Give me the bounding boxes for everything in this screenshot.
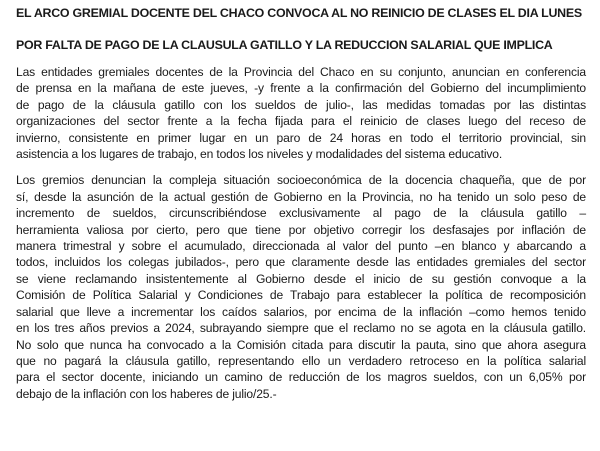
paragraph-line: asistencia a los lugares de trabajo, en todos los niveles y modalidades del sistema educativo. xyxy=(16,147,503,162)
paragraph-line: Los gremios denuncian la compleja situación socioeconómica de la docencia chaqueña, que de por xyxy=(16,173,586,188)
paragraph-line: de prensa en la mañana de este jueves, -y frente a la confirmación del Gobierno del incumplimiento xyxy=(16,81,586,96)
paragraph-line: para el sector docente, iniciando un camino de reducción de los magros sueldos, con un 6,05% por xyxy=(16,370,586,385)
paragraph-line: que no pagará la cláusula gatillo, representando ello un verdadero retroceso en la política salarial xyxy=(16,353,586,368)
document-title-line-1: EL ARCO GREMIAL DOCENTE DEL CHACO CONVOCA AL NO REINICIO DE CLASES EL DIA LUNES xyxy=(16,6,582,20)
paragraph-line: sí, desde la asunción de la actual gestión de Gobierno en la Provincia, no ha tenido un solo peso de xyxy=(16,189,586,204)
paragraph-line: se viene reclamando insistentemente al Gobierno desde el inicio de su gestión convoque a la xyxy=(16,271,586,286)
paragraph-complaint xyxy=(16,172,586,402)
paragraph-line: herramienta valiosa por cierto, pero que tiene por objetivo corregir los desfasajes por inflación de xyxy=(16,222,586,237)
paragraph-line: salarial que lleve a incrementar los caídos salarios, por encima de la inflación –como hemos tenido xyxy=(16,304,586,319)
paragraph-line: de pago de la cláusula gatillo con los sueldos de julio-, las medidas tomadas por las distintas xyxy=(16,97,586,112)
paragraph-announcement xyxy=(16,64,586,162)
paragraph-line: todos, incluidos los colegas jubilados-, pero que claramente desde las entidades gremiales del sector xyxy=(16,255,586,270)
paragraph-line: No solo que nunca ha convocado a la Comisión citada para discutir la pauta, sino que ahora asegura xyxy=(16,337,586,352)
document-title-line-2: POR FALTA DE PAGO DE LA CLAUSULA GATILLO Y LA REDUCCION SALARIAL QUE IMPLICA xyxy=(16,38,553,52)
paragraph-line: invierno, consistente en primer lugar en un paro de 24 horas en todo el territorio provincial, sin xyxy=(16,130,586,145)
paragraph-line: incremento de sueldos, circunscribiéndose exclusivamente al pago de la cláusula gatillo – xyxy=(16,206,586,221)
paragraph-line: organizaciones del sector frente a la fecha fijada para el reinicio de clases luego del receso de xyxy=(16,114,586,129)
paragraph-line: en los tres años previos a 2024, subrayando siempre que el reclamo no se agota en la cláusula gatillo. xyxy=(16,321,586,336)
paragraph-line: manera trimestral y sobre el acumulado, direccionada al valor del punto –en blanco y abarcando a xyxy=(16,239,586,254)
paragraph-line: Comisión de Política Salarial y Condiciones de Trabajo para establecer la política de recomposición xyxy=(16,288,586,303)
paragraph-line: Las entidades gremiales docentes de la Provincia del Chaco en su conjunto, anuncian en conferencia xyxy=(16,65,586,79)
paragraph-line: debajo de la inflación con los haberes de julio/25.- xyxy=(16,386,277,401)
